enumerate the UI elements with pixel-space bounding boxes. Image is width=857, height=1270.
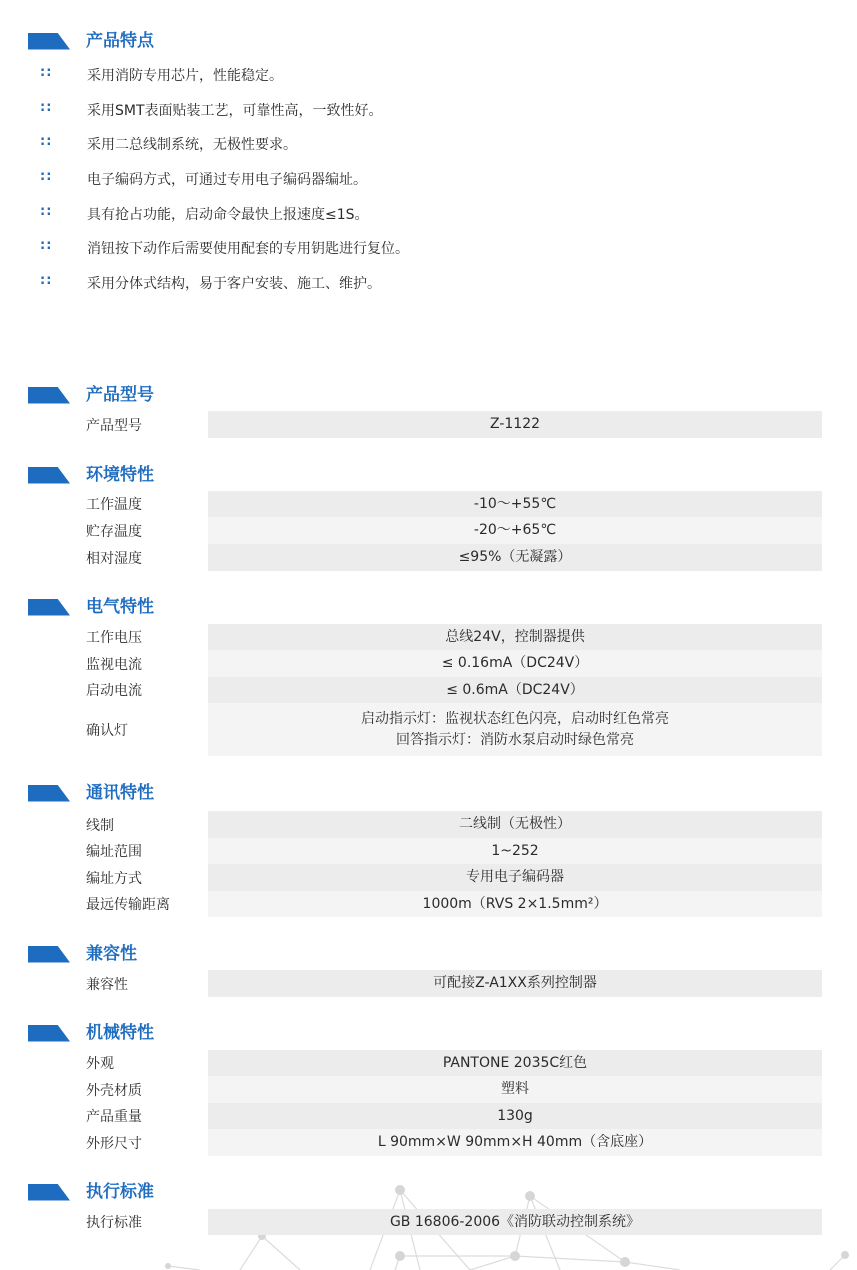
spec-row: [86, 1050, 822, 1076]
spec-row: [86, 838, 822, 864]
spec-value-cell: [208, 411, 822, 438]
spec-value-cell: [208, 544, 822, 571]
section-title: 机械特性: [86, 1023, 154, 1043]
feature-item: [40, 131, 820, 166]
spec-label: 外形尺寸: [86, 1135, 142, 1152]
section-title: 执行标准: [86, 1182, 154, 1202]
spec-value-line2: 回答指示灯：消防水泵启动时绿色常亮: [396, 731, 634, 748]
spec-row: [86, 970, 822, 997]
spec-row: [86, 1076, 822, 1103]
spec-value: 专用电子编码器: [466, 869, 564, 885]
section-header-electrical: [28, 592, 154, 622]
spec-row: [86, 703, 822, 756]
spec-label: 线制: [86, 817, 114, 834]
spec-label: 监视电流: [86, 656, 142, 673]
spec-value: 1000m（RVS 2×1.5mm²）: [422, 895, 608, 912]
bullet-dots-icon: ::: [40, 203, 53, 219]
spec-value: PANTONE 2035C红色: [442, 1054, 588, 1071]
spec-value-cell: [208, 650, 822, 677]
section-flag-icon: [28, 1025, 70, 1042]
section-flag-icon: [28, 467, 70, 484]
spec-row: [86, 677, 822, 703]
spec-value-cell: [208, 838, 822, 864]
feature-text: 采用分体式结构，易于客户安装、施工、维护。: [87, 276, 381, 293]
feature-text: 采用SMT表面贴装工艺，可靠性高，一致性好。: [87, 102, 383, 119]
feature-text: 电子编码方式，可通过专用电子编码器编址。: [87, 172, 367, 189]
spec-value-cell: [208, 1129, 822, 1156]
spec-value-cell: [208, 703, 822, 756]
spec-value-cell: [208, 1076, 822, 1103]
spec-value-cell: [208, 1209, 822, 1235]
section-flag-icon: [28, 387, 70, 404]
spec-value: 可配接Z-A1XX系列控制器: [433, 975, 597, 991]
feature-item: [40, 201, 820, 236]
spec-value: 总线24V，控制器提供: [445, 628, 585, 645]
section-header-compatibility: [28, 939, 137, 969]
feature-item: [40, 62, 820, 97]
feature-text: 采用二总线制系统，无极性要求。: [87, 137, 297, 154]
section-header-model: [28, 380, 154, 410]
feature-item: [40, 166, 820, 201]
section-title: 环境特性: [86, 465, 154, 485]
spec-row: [86, 811, 822, 838]
spec-value: ≤95%（无凝露）: [458, 549, 572, 565]
spec-label: 最远传输距离: [86, 897, 170, 913]
spec-value: 二线制（无极性）: [459, 816, 571, 832]
section-title: 通讯特性: [86, 783, 154, 803]
spec-row: [86, 1209, 822, 1235]
spec-label: 产品型号: [86, 417, 142, 434]
spec-label: 启动电流: [86, 683, 142, 699]
spec-label: 编址范围: [86, 844, 142, 860]
spec-row: [86, 1129, 822, 1156]
section-title: 电气特性: [86, 597, 154, 617]
spec-label: 工作电压: [86, 630, 142, 646]
section-flag-icon: [28, 946, 70, 963]
spec-row: [86, 650, 822, 677]
spec-row: [86, 411, 822, 438]
section-header-features: [28, 26, 154, 56]
spec-label: 外壳材质: [86, 1082, 142, 1099]
spec-value: 130g: [497, 1107, 533, 1124]
spec-row: [86, 864, 822, 891]
spec-label: 编址方式: [86, 870, 142, 887]
bullet-dots-icon: ::: [40, 169, 53, 185]
spec-value: L 90mm×W 90mm×H 40mm（含底座）: [377, 1134, 653, 1150]
spec-value-cell: [208, 624, 822, 650]
spec-value-cell: [208, 1050, 822, 1076]
spec-value-cell: [208, 891, 822, 917]
spec-value: -20～+65℃: [473, 522, 557, 538]
bullet-dots-icon: ::: [40, 134, 53, 150]
section-flag-icon: [28, 33, 70, 50]
spec-label: 相对湿度: [86, 550, 142, 567]
spec-value: 启动指示灯：监视状态红色闪亮，启动时红色常亮: [361, 710, 669, 727]
spec-value: Z-1122: [489, 416, 541, 432]
spec-value-cell: [208, 864, 822, 891]
feature-text: 采用消防专用芯片，性能稳定。: [87, 68, 283, 84]
spec-value-cell: [208, 491, 822, 517]
feature-item: [40, 97, 820, 132]
spec-label: 贮存温度: [86, 523, 142, 540]
spec-label: 执行标准: [86, 1215, 142, 1231]
spec-label: 工作温度: [86, 497, 142, 513]
spec-row: [86, 517, 822, 544]
section-flag-icon: [28, 599, 70, 616]
spec-value: 塑料: [501, 1081, 529, 1097]
spec-value-cell: [208, 677, 822, 703]
section-header-standard: [28, 1177, 154, 1207]
section-title: 产品型号: [86, 385, 154, 405]
section-header-mechanical: [28, 1018, 154, 1048]
section-title: 兼容性: [86, 944, 137, 964]
spec-label: 外观: [86, 1056, 114, 1072]
spec-value: ≤ 0.16mA（DC24V）: [441, 655, 589, 671]
feature-text: 具有抢占功能，启动命令最快上报速度≤1S。: [87, 206, 369, 223]
bullet-dots-icon: ::: [40, 238, 53, 254]
spec-value-cell: [208, 517, 822, 544]
spec-value-cell: [208, 811, 822, 838]
bullet-dots-icon: ::: [40, 273, 53, 289]
feature-text: 消钮按下动作后需要使用配套的专用钥匙进行复位。: [87, 241, 409, 258]
spec-label: 产品重量: [86, 1109, 142, 1125]
bullet-dots-icon: ::: [40, 65, 53, 80]
spec-label: 兼容性: [86, 976, 128, 993]
feature-item: [40, 235, 820, 270]
section-header-communication: [28, 778, 154, 808]
spec-value: -10～+55℃: [473, 495, 557, 512]
spec-row: [86, 624, 822, 650]
spec-value: ≤ 0.6mA（DC24V）: [446, 681, 584, 698]
spec-row: [86, 491, 822, 517]
spec-value-cell: [208, 1103, 822, 1129]
spec-value: GB 16806-2006《消防联动控制系统》: [389, 1213, 641, 1230]
spec-value: 1~252: [491, 842, 539, 859]
spec-row: [86, 891, 822, 917]
spec-label: 确认灯: [86, 722, 128, 739]
section-flag-icon: [28, 1184, 70, 1201]
feature-item: [40, 270, 820, 305]
section-title: 产品特点: [86, 31, 154, 51]
spec-row: [86, 1103, 822, 1129]
feature-list: [40, 62, 820, 305]
section-header-environment: [28, 460, 154, 490]
spec-row: [86, 544, 822, 571]
spec-value-cell: [208, 970, 822, 997]
bullet-dots-icon: ::: [40, 99, 53, 115]
section-flag-icon: [28, 785, 70, 802]
